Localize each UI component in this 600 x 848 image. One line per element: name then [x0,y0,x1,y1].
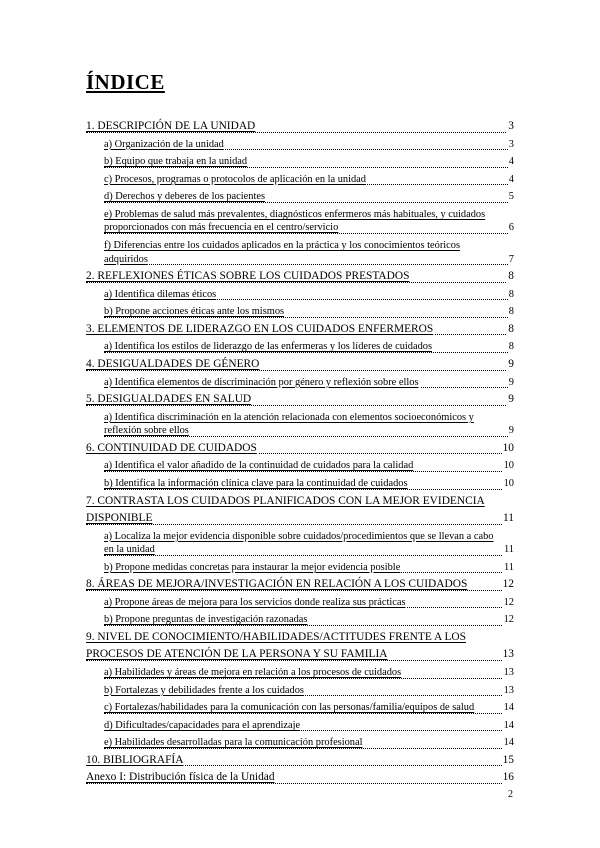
toc-section-link[interactable] [86,493,514,528]
toc-section-link[interactable] [86,391,514,409]
toc-subsection-link[interactable] [104,475,514,493]
toc-entry-page: 8 [508,306,514,318]
toc-subsection-link[interactable] [104,664,514,682]
toc-subsection-link[interactable] [104,682,514,700]
toc-entry-label: 4. DESIGUALDADES DE GÉNERO [86,358,260,371]
toc-section-link[interactable] [86,268,514,286]
toc-subsection-link[interactable] [104,611,514,629]
toc-subsection-link[interactable] [104,286,514,304]
toc-entry-label: a) Identifica el valor añadido de la continuidad de cuidados para la calidad [104,460,414,472]
toc-entry-page: 7 [508,253,514,265]
toc-entry-page: 4 [508,156,514,168]
toc-subsection-link[interactable] [104,699,514,717]
toc-entry-page: 14 [503,719,514,731]
toc-entry-label: b) Propone preguntas de investigación razonadas [104,614,308,626]
toc-entry-label: f) Diferencias entre los cuidados aplicados en la práctica y los conocimientos teóricos adquiridos [104,240,461,265]
toc-entry-label: a) Habilidades y áreas de mejora en relación a los procesos de cuidados [104,666,402,678]
toc-entry-label: a) Identifica elementos de discriminación por género y reflexión sobre ellos [104,376,419,388]
toc-entry-page: 15 [502,752,514,770]
toc-entry-page: 11 [502,510,514,528]
toc-entry-page: 10 [503,460,514,472]
toc-subsection-link[interactable] [104,237,514,268]
toc-entry-label: a) Localiza la mejor evidencia disponible sobre cuidados/procedimientos que se llevan a cabo en la unidad [104,530,494,556]
toc-entry-page: 9 [507,356,514,374]
toc-entry-label: b) Identifica la información clínica clave para la continuidad de cuidados [104,477,408,489]
toc-entry-page: 12 [502,576,514,594]
toc-entry-page: 12 [503,596,514,608]
toc-entry-page: 5 [508,191,514,203]
toc-subsection-link[interactable] [104,409,514,440]
toc-subsection-link[interactable] [104,457,514,475]
toc-entry-label: d) Derechos y deberes de los pacientes [104,191,265,203]
toc-entry-page: 8 [507,268,514,286]
toc-entry-label: c) Fortalezas/habilidades para la comunicación con las personas/familia/equipos de salud [104,702,475,714]
toc-section-link[interactable] [86,629,514,664]
toc-entry-page: 8 [507,321,514,339]
toc-entry-page: 16 [502,769,514,787]
toc-entry-label: 8. ÁREAS DE MEJORA/INVESTIGACIÓN EN RELACIÓN A LOS CUIDADOS [86,578,468,591]
toc-section-link[interactable] [86,576,514,594]
toc-entry-label: 10. BIBLIOGRAFÍA [86,753,184,766]
toc-entry-label: 9. NIVEL DE CONOCIMIENTO/HABILIDADES/ACTITUDES FRENTE A LOS PROCESOS DE ATENCIÓN DE LA PERSONA Y SU FAMILIA [86,630,466,661]
toc-entry-label: a) Identifica discriminación en la atención relacionada con elementos socioeconómicos y reflexión sobre ellos [104,411,474,437]
toc-entry-label: e) Habilidades desarrolladas para la comunicación profesional [104,737,363,749]
toc-entry-page: 13 [503,684,514,696]
toc-subsection-link[interactable] [104,559,514,577]
toc-entry-label: a) Organización de la unidad [104,138,224,150]
toc-subsection-link[interactable] [104,338,514,356]
toc-section-link[interactable] [86,118,514,136]
toc-entry-label: 2. REFLEXIONES ÉTICAS SOBRE LOS CUIDADOS PRESTADOS [86,270,410,283]
toc-entry-page: 9 [507,391,514,409]
toc-entry-page: 12 [503,614,514,626]
toc-subsection-link[interactable] [104,206,514,237]
toc-entry-page: 11 [503,561,514,573]
toc-entry-page: 8 [508,288,514,300]
toc-entry-page: 14 [503,737,514,749]
toc-subsection-link[interactable] [104,188,514,206]
toc-entry-label: c) Procesos, programas o protocolos de aplicación en la unidad [104,173,366,185]
toc-entry-page: 9 [508,376,514,388]
toc-entry-label: 5. DESIGUALDADES EN SALUD [86,393,252,406]
toc-subsection-link[interactable] [104,734,514,752]
page-title: ÍNDICE [86,70,165,94]
toc-section-link[interactable] [86,440,514,458]
toc-entry-label: b) Equipo que trabaja en la unidad [104,156,248,168]
toc-entry-page: 3 [507,118,514,136]
toc-subsection-link[interactable] [104,594,514,612]
toc-section-link[interactable] [86,769,514,787]
toc-entry-label: b) Propone medidas concretas para instaurar la mejor evidencia posible [104,561,401,573]
page-number: 2 [508,789,513,800]
toc-entry-label: Anexo I: Distribución física de la Unidad [86,771,275,784]
toc-entry-page: 10 [503,477,514,489]
toc-subsection-link[interactable] [104,717,514,735]
toc-entry-page: 8 [508,341,514,353]
toc-entry-label: a) Identifica dilemas éticos [104,288,217,300]
toc-entry-page: 3 [508,138,514,150]
toc-entry-label: 3. ELEMENTOS DE LIDERAZGO EN LOS CUIDADOS ENFERMEROS [86,322,434,335]
toc-entry-page: 13 [503,666,514,678]
toc-subsection-link[interactable] [104,171,514,189]
toc-subsection-link[interactable] [104,303,514,321]
toc-entry-page: 9 [508,425,514,437]
toc-subsection-link[interactable] [104,528,514,559]
toc-entry-label: d) Dificultades/capacidades para el aprendizaje [104,719,301,731]
toc-entry-label: a) Propone áreas de mejora para los servicios donde realiza sus prácticas [104,596,406,608]
toc-entry-page: 10 [502,440,514,458]
toc-entry-label: b) Propone acciones éticas ante los mismos [104,306,285,318]
toc-entry-page: 6 [508,222,514,234]
toc-entry-label: 7. CONTRASTA LOS CUIDADOS PLANIFICADOS CON LA MEJOR EVIDENCIA DISPONIBLE [86,494,485,524]
toc-entry-label: b) Fortalezas y debilidades frente a los cuidados [104,684,304,696]
toc-subsection-link[interactable] [104,136,514,154]
toc-subsection-link[interactable] [104,153,514,171]
toc-entry-label: a) Identifica los estilos de liderazgo de las enfermeras y los líderes de cuidados [104,341,433,353]
toc-section-link[interactable] [86,321,514,339]
toc-entry-page: 14 [503,702,514,714]
toc-subsection-link[interactable] [104,374,514,392]
toc-section-link[interactable] [86,356,514,374]
toc-entry-label: e) Problemas de salud más prevalentes, diagnósticos enfermeros más habituales, y cuidados proporcionados con más frecuencia en el centro/servicio [104,208,486,234]
toc-entry-page: 4 [508,173,514,185]
toc-entry-page: 13 [502,646,514,664]
toc-entry-page: 11 [503,544,514,556]
toc-section-link[interactable] [86,752,514,770]
toc-entry-label: 1. DESCRIPCIÓN DE LA UNIDAD [86,120,256,132]
table-of-contents [86,118,514,787]
toc-entry-label: 6. CONTINUIDAD DE CUIDADOS [86,441,257,454]
